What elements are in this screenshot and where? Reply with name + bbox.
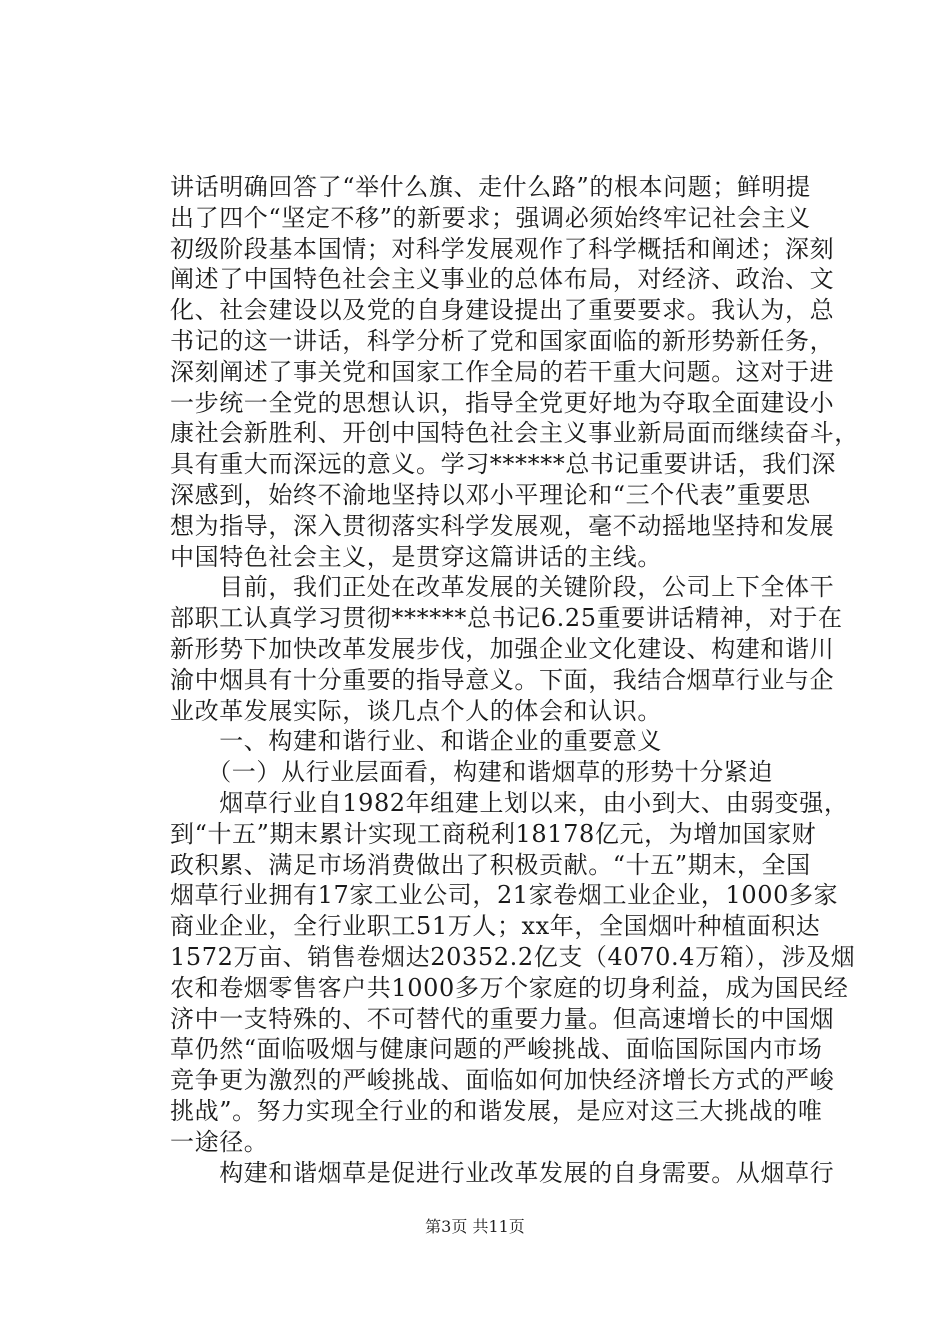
text-line: 阐述了中国特色社会主义事业的总体布局，对经济、政治、文	[170, 265, 835, 294]
text-line: 一途径。	[170, 1127, 269, 1156]
text-line: 烟草行业自1982年组建上划以来，由小到大、由弱变强，	[170, 788, 849, 817]
text-line: 商业企业，全行业职工51万人；xx年，全国烟叶种植面积达	[170, 912, 821, 941]
text-line: 新形势下加快改革发展步伐，加强企业文化建设、构建和谐川	[170, 634, 835, 663]
text-line: 书记的这一讲话，科学分析了党和国家面临的新形势新任务，	[170, 326, 835, 355]
text-line: 初级阶段基本国情；对科学发展观作了科学概括和阐述；深刻	[170, 234, 835, 263]
text-line: 部职工认真学习贯彻******总书记6.25重要讲话精神，对于在	[170, 604, 843, 633]
page-footer: 第3页 共11页	[425, 1217, 525, 1236]
text-line: 目前，我们正处在改革发展的关键阶段，公司上下全体干	[170, 573, 835, 602]
text-line: 讲话明确回答了“举什么旗、走什么路”的根本问题；鲜明提	[170, 173, 811, 201]
text-line: 1572万亩、销售卷烟达20352.2亿支（4070.4万箱），涉及烟	[170, 942, 856, 971]
text-line: 出了四个“坚定不移”的新要求；强调必须始终牢记社会主义	[170, 203, 811, 232]
text-line: 一步统一全党的思想认识，指导全党更好地为夺取全面建设小	[170, 388, 835, 417]
text-line: 深感到，始终不渝地坚持以邓小平理论和“三个代表”重要思	[170, 480, 811, 509]
text-line: 业改革发展实际，谈几点个人的体会和认识。	[170, 696, 662, 725]
text-line: 一、构建和谐行业、和谐企业的重要意义	[170, 727, 662, 756]
text-line: 具有重大而深远的意义。学习******总书记重要讲话，我们深	[170, 450, 836, 479]
text-line: 深刻阐述了事关党和国家工作全局的若干重大问题。这对于进	[170, 357, 835, 386]
text-line: 竞争更为激烈的严峻挑战、面临如何加快经济增长方式的严峻	[170, 1066, 835, 1095]
text-line: 想为指导，深入贯彻落实科学发展观，毫不动摇地坚持和发展	[170, 511, 835, 540]
text-line: （一）从行业层面看，构建和谐烟草的形势十分紧迫	[170, 758, 773, 787]
text-line: 渝中烟具有十分重要的指导意义。下面，我结合烟草行业与企	[170, 665, 835, 694]
text-line: 中国特色社会主义，是贯穿这篇讲话的主线。	[170, 542, 662, 571]
text-line: 化、社会建设以及党的自身建设提出了重要要求。我认为，总	[170, 296, 835, 325]
document-body	[170, 172, 859, 1188]
text-line: 烟草行业拥有17家工业公司，21家卷烟工业企业，1000多家	[170, 881, 839, 910]
text-line: 农和卷烟零售客户共1000多万个家庭的切身利益，成为国民经	[170, 973, 849, 1002]
text-line: 济中一支特殊的、不可替代的重要力量。但高速增长的中国烟	[170, 1004, 835, 1033]
text-line: 到“十五”期末累计实现工商税利18178亿元，为增加国家财	[170, 819, 817, 848]
text-line: 挑战”。努力实现全行业的和谐发展，是应对这三大挑战的唯	[170, 1096, 823, 1125]
text-line: 构建和谐烟草是促进行业改革发展的自身需要。从烟草行	[170, 1158, 835, 1187]
text-line: 康社会新胜利、开创中国特色社会主义事业新局面而继续奋斗，	[170, 419, 859, 448]
text-line: 草仍然“面临吸烟与健康问题的严峻挑战、面临国际国内市场	[170, 1035, 823, 1064]
text-line: 政积累、满足市场消费做出了积极贡献。“十五”期末，全国	[170, 850, 811, 879]
